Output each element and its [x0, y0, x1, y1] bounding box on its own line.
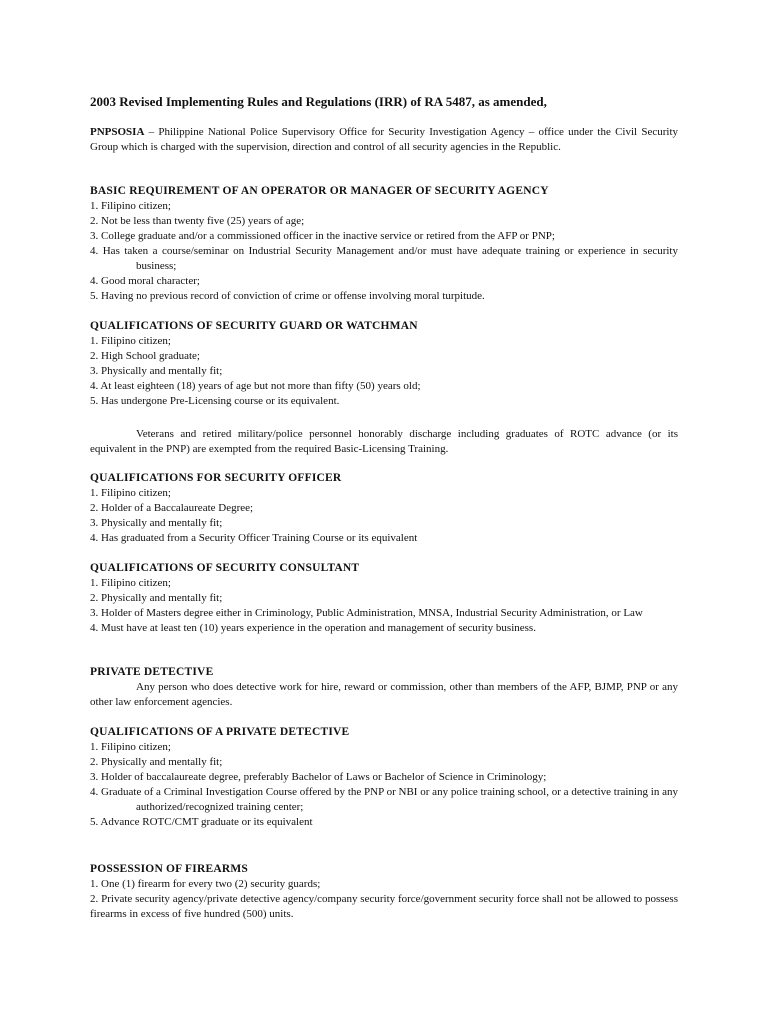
list-item: 2. Holder of a Baccalaureate Degree;	[90, 502, 254, 514]
list-item: 4. Has taken a course/seminar on Industrial Security Management and/or must have adequate training or experience in security business;	[90, 245, 678, 272]
section-operator-requirements	[90, 183, 678, 304]
list-item: 3. Physically and mentally fit;	[90, 517, 223, 529]
list-item: 4. Graduate of a Criminal Investigation Course offered by the PNP or NBI or any police training school, or a detective training in any authorized/recognized training center;	[90, 786, 678, 813]
exemption-note: Veterans and retired military/police personnel honorably discharge including graduates of ROTC advance (or its equivalent in the PNP) are exempted from the required Basic-Licensing Training.	[90, 428, 678, 455]
list-item: 1. Filipino citizen;	[90, 487, 171, 499]
list-item: 4. At least eighteen (18) years of age but not more than fifty (50) years old;	[90, 380, 421, 392]
section-heading: PRIVATE DETECTIVE	[90, 666, 214, 678]
section-detective-qualifications	[90, 724, 678, 830]
intro-paragraph	[90, 125, 678, 155]
list-item: 2. Private security agency/private detective agency/company security force/government security force shall not be allowed to possess firearms in excess of five hundred (500) units.	[90, 893, 678, 920]
section-heading: POSSESSION OF FIREARMS	[90, 863, 248, 875]
section-possession-of-firearms	[90, 861, 678, 922]
list-item: 2. Physically and mentally fit;	[90, 756, 223, 768]
list-item: 1. Filipino citizen;	[90, 200, 171, 212]
list-item: 3. College graduate and/or a commissioned officer in the inactive service or retired from the AFP or PNP;	[90, 230, 555, 242]
intro-definition: – Philippine National Police Supervisory Office for Security Investigation Agency – office under the Civil Security Group which is charged with the supervision, direction and control of all security agencies in the Republic.	[90, 126, 678, 153]
section-heading: QUALIFICATIONS OF SECURITY GUARD OR WATCHMAN	[90, 320, 418, 332]
section-heading: QUALIFICATIONS FOR SECURITY OFFICER	[90, 472, 342, 484]
list-item: 2. High School graduate;	[90, 350, 200, 362]
list-item: 3. Holder of Masters degree either in Criminology, Public Administration, MNSA, Industrial Security Administration, or Law	[90, 607, 643, 619]
document-title: 2003 Revised Implementing Rules and Regulations (IRR) of RA 5487, as amended,	[90, 94, 547, 109]
list-item: 3. Physically and mentally fit;	[90, 365, 223, 377]
section-heading: QUALIFICATIONS OF SECURITY CONSULTANT	[90, 562, 360, 574]
list-item: 1. Filipino citizen;	[90, 577, 171, 589]
list-item: 4. Good moral character;	[90, 275, 200, 287]
list-item: 4. Must have at least ten (10) years experience in the operation and management of security business.	[90, 622, 536, 634]
list-item: 5. Having no previous record of conviction of crime or offense involving moral turpitude.	[90, 290, 485, 302]
section-consultant-qualifications	[90, 560, 678, 636]
list-item: 3. Holder of baccalaureate degree, preferably Bachelor of Laws or Bachelor of Science in Criminology;	[90, 771, 547, 783]
list-item: 1. Filipino citizen;	[90, 335, 171, 347]
section-officer-qualifications	[90, 470, 678, 546]
list-item: 4. Has graduated from a Security Officer Training Course or its equivalent	[90, 532, 418, 544]
list-item: 2. Physically and mentally fit;	[90, 592, 223, 604]
section-guard-qualifications	[90, 318, 678, 457]
list-item: 1. One (1) firearm for every two (2) security guards;	[90, 878, 321, 890]
section-private-detective	[90, 664, 678, 710]
list-item: 5. Has undergone Pre-Licensing course or its equivalent.	[90, 395, 340, 407]
detective-definition: Any person who does detective work for hire, reward or commission, other than members of the AFP, BJMP, PNP or any other law enforcement agencies.	[90, 681, 678, 708]
intro-term: PNPSOSIA	[90, 126, 145, 138]
section-heading: BASIC REQUIREMENT OF AN OPERATOR OR MANAGER OF SECURITY AGENCY	[90, 185, 549, 197]
list-item: 2. Not be less than twenty five (25) years of age;	[90, 215, 305, 227]
list-item: 1. Filipino citizen;	[90, 741, 171, 753]
list-item: 5. Advance ROTC/CMT graduate or its equivalent	[90, 816, 313, 828]
section-heading: QUALIFICATIONS OF A PRIVATE DETECTIVE	[90, 726, 350, 738]
